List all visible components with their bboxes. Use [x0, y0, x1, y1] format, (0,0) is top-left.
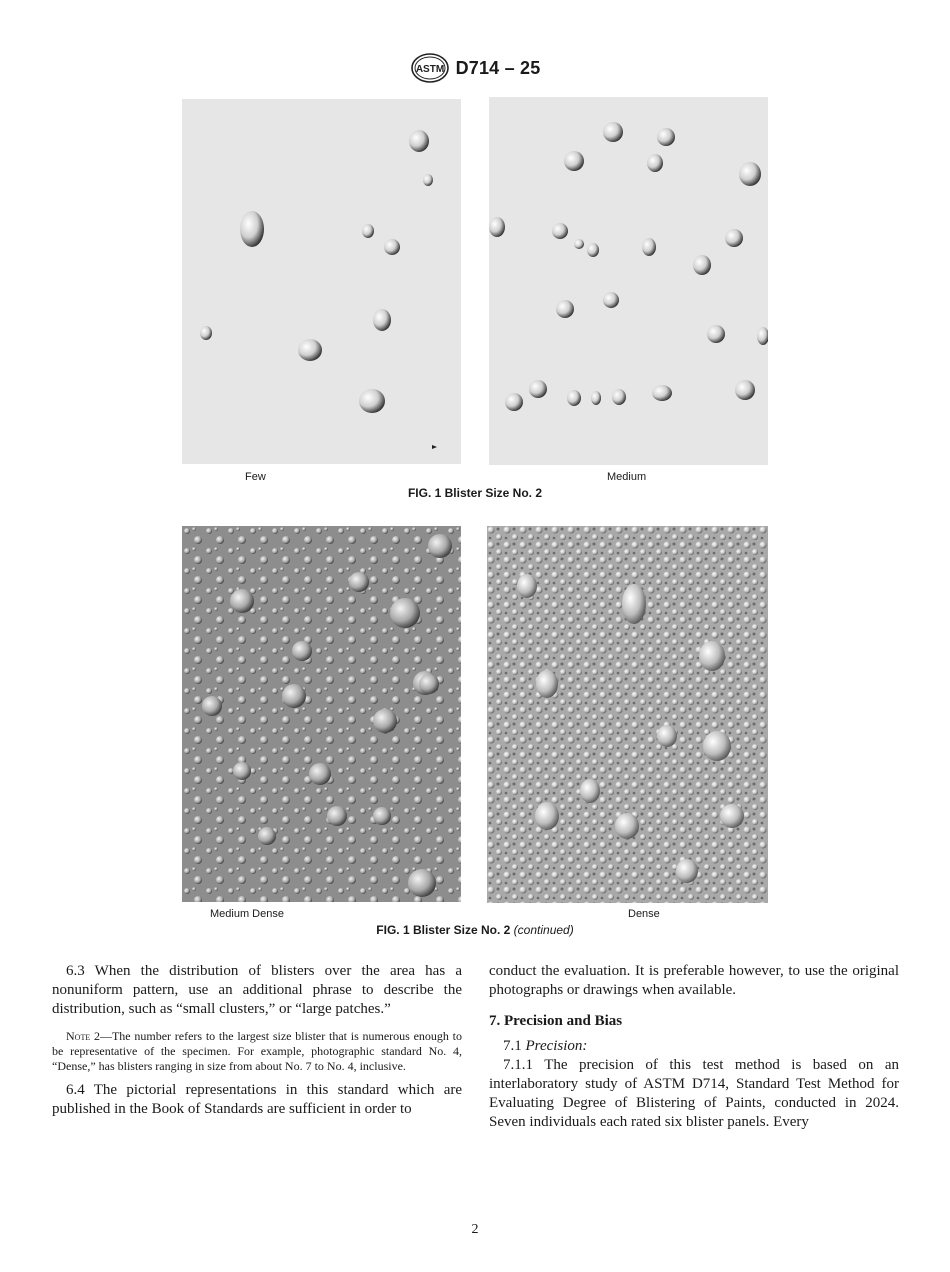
paragraph-6-3: 6.3 When the distribution of blisters over the area has a nonuniform pattern, use an additional phrase to describe the distribution, such as “small clusters,” or “large patches.”	[52, 963, 462, 1017]
figure-caption-main: FIG. 1 Blister Size No. 2	[376, 923, 511, 937]
page-number: 2	[471, 1222, 479, 1237]
left-column	[52, 962, 462, 1119]
label-medium-dense: Medium Dense	[210, 908, 284, 920]
photo-few-blisters	[182, 99, 461, 464]
paragraph-6-4: 6.4 The pictorial representations in this standard which are published in the Book of Standards are sufficient in order to	[52, 1082, 462, 1117]
astm-logo-icon	[410, 52, 450, 84]
paragraph-7-1	[489, 1037, 899, 1056]
paragraph-7-1-number: 7.1	[503, 1038, 526, 1054]
paragraph-7-1-title: Precision:	[525, 1038, 588, 1054]
label-medium: Medium	[607, 471, 647, 483]
note-label: Note	[66, 1029, 91, 1043]
label-dense: Dense	[628, 908, 660, 920]
paragraph-7-1-1: 7.1.1 The precision of this test method is based on an interlaboratory study of ASTM D714, Standard Test Method for Evaluating Degree of Blistering of Paints, conducted in 2024. Seven individuals each rated six blister panels. Every	[489, 1057, 899, 1130]
section-heading-precision-bias: 7. Precision and Bias	[489, 1013, 623, 1029]
photo-dense-blisters	[487, 526, 768, 903]
photo-medium-blisters	[489, 97, 768, 465]
standard-designation: D714 – 25	[455, 57, 541, 78]
note-text: 2—The number refers to the largest size blister that is numerous enough to be representative of the specimen. For example, photographic standard No. 4, “Dense,” has blisters ranging in size from about No. 7 to No. 4, inclusive.	[52, 1029, 462, 1073]
figure-caption-suffix: (continued)	[513, 923, 574, 937]
right-column	[489, 962, 899, 1132]
figure-caption-bottom	[0, 923, 950, 937]
figure-caption-top: FIG. 1 Blister Size No. 2	[407, 486, 543, 500]
paragraph-continued: conduct the evaluation. It is preferable however, to use the original photographs or drawings when available.	[489, 963, 899, 998]
photo-medium-dense-blisters	[182, 526, 461, 902]
note-2	[52, 1029, 462, 1074]
logo-text: ASTM	[415, 64, 444, 75]
label-few: Few	[245, 471, 266, 483]
page-header	[0, 52, 950, 89]
